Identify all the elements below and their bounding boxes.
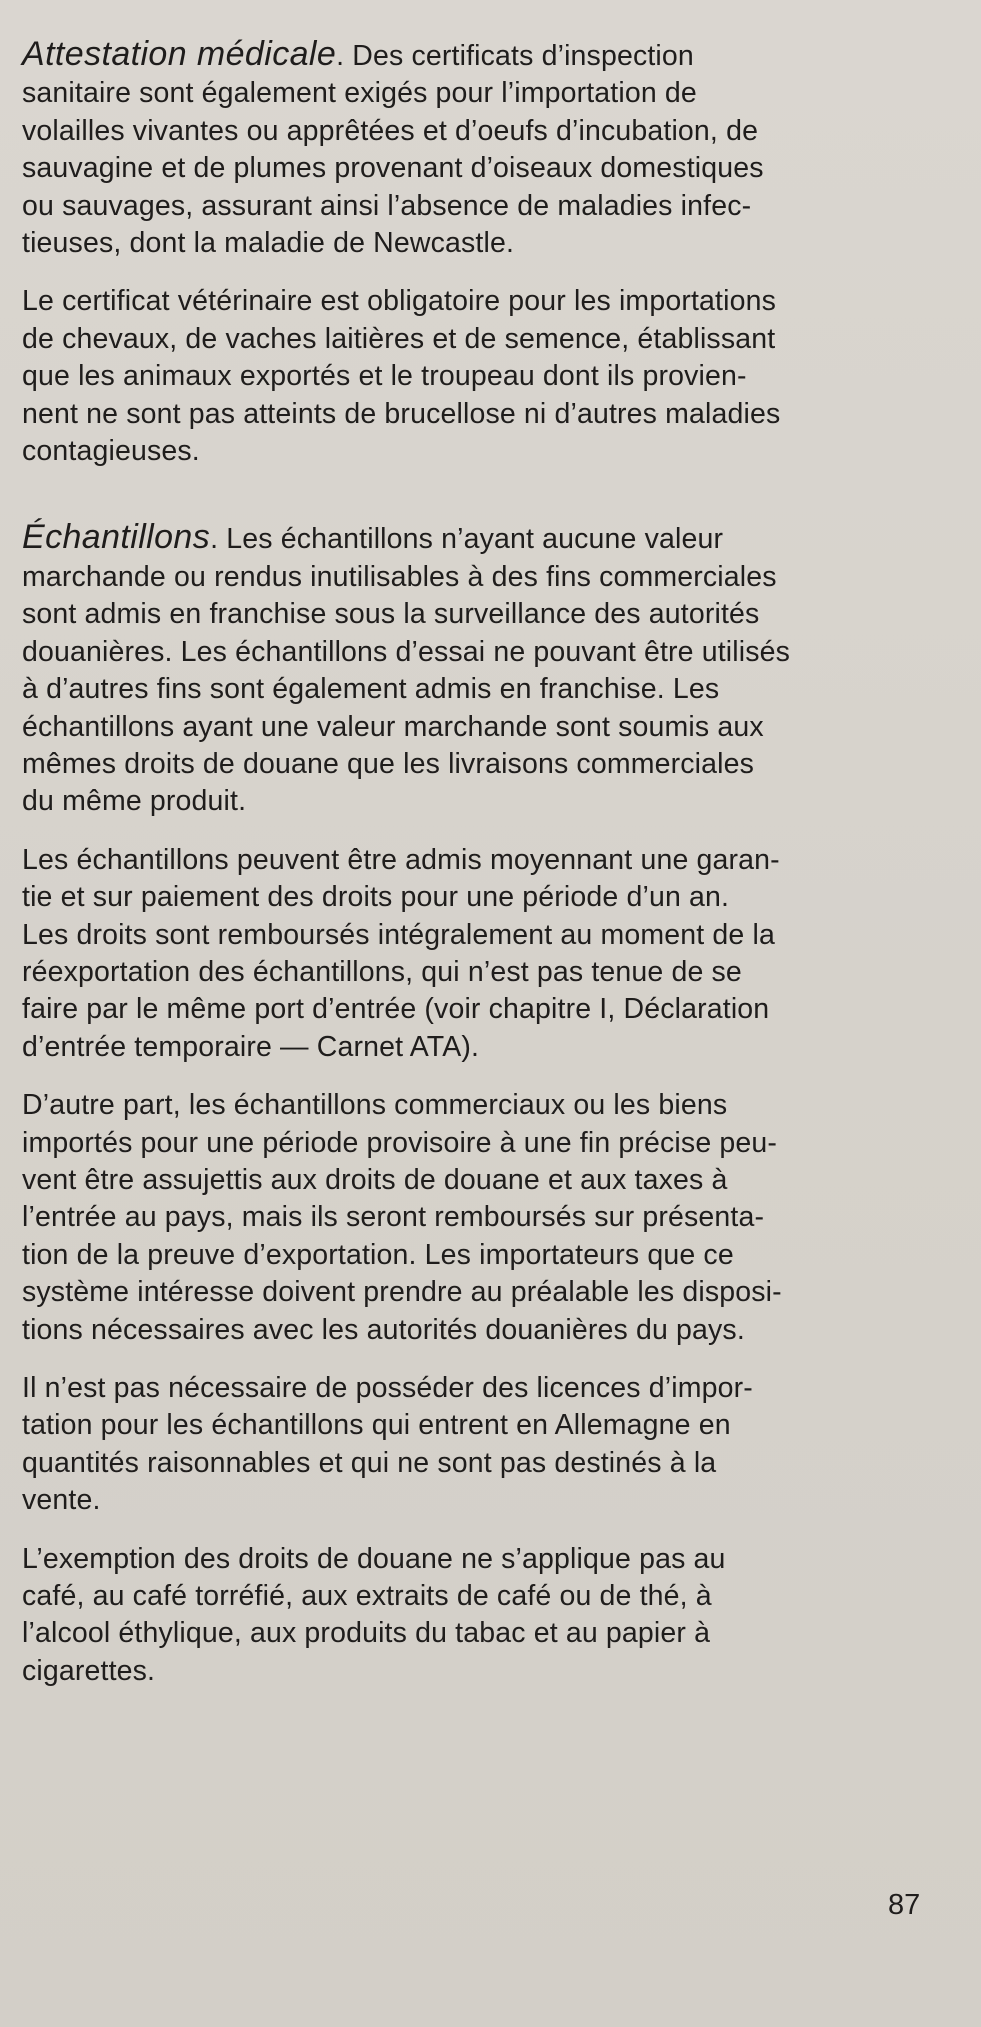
text-line: système intéresse doivent prendre au préalable les disposi-: [22, 1276, 782, 1309]
text-line: quantités raisonnables et qui ne sont pas destinés à la: [22, 1446, 717, 1479]
text-line: que les animaux exportés et le troupeau dont ils provien-: [22, 360, 747, 393]
text-line: tion de la preuve d’exportation. Les importateurs que ce: [22, 1238, 734, 1271]
body-text: [22, 36, 947, 1690]
paragraph-guarantee: [22, 842, 947, 1066]
text-line: tie et sur paiement des droits pour une période d’un an.: [22, 881, 730, 914]
text-line: Les échantillons peuvent être admis moyennant une garan-: [22, 843, 780, 876]
section-heading-medical-certificate: Attestation médicale: [22, 35, 337, 73]
paragraph-veterinary-certificate: [22, 283, 947, 470]
paragraph-spacer: [22, 1349, 947, 1370]
text-line: volailles vivantes ou apprêtées et d’oeufs d’incubation, de: [22, 114, 759, 147]
paragraph-samples: [22, 519, 947, 820]
section-heading-samples: Échantillons: [22, 518, 211, 557]
section-spacer: [22, 470, 947, 519]
paragraph-spacer: [22, 262, 947, 283]
paragraph-spacer: [22, 1520, 947, 1541]
text-line: contagieuses.: [22, 435, 200, 468]
paragraph-spacer: [22, 1066, 947, 1087]
text-line: l’alcool éthylique, aux produits du tabac et au papier à: [22, 1617, 711, 1650]
text-line: Échantillons. Les échantillons n’ayant aucune valeur: [22, 518, 724, 557]
text-line: D’autre part, les échantillons commerciaux ou les biens: [22, 1089, 728, 1122]
text-line: tieuses, dont la maladie de Newcastle.: [22, 227, 515, 260]
text-line: à d’autres fins sont également admis en franchise. Les: [22, 673, 720, 706]
text-line: sont admis en franchise sous la surveillance des autorités: [22, 598, 760, 631]
page-number: 87: [888, 1889, 921, 1921]
text-line: nent ne sont pas atteints de brucellose ni d’autres maladies: [22, 397, 781, 430]
text-line: vente.: [22, 1484, 101, 1517]
text-line: sanitaire sont également exigés pour l’importation de: [22, 77, 697, 110]
paragraph-temporary-imports: [22, 1087, 947, 1349]
text-line: Le certificat vétérinaire est obligatoire pour les importations: [22, 285, 776, 318]
paragraph-spacer: [22, 821, 947, 842]
paragraph-import-licences: [22, 1370, 947, 1520]
paragraph-medical-certificate: [22, 36, 947, 262]
text-line: tions nécessaires avec les autorités douanières du pays.: [22, 1313, 745, 1346]
text-line: mêmes droits de douane que les livraisons commerciales: [22, 747, 755, 780]
text-line: Attestation médicale. Des certificats d’inspection: [22, 35, 694, 73]
text-line: d’entrée temporaire — Carnet ATA).: [22, 1030, 480, 1063]
text-line: sauvagine et de plumes provenant d’oiseaux domestiques: [22, 152, 764, 185]
text-line: faire par le même port d’entrée (voir chapitre I, Déclaration: [22, 993, 770, 1026]
text-line: L’exemption des droits de douane ne s’applique pas au: [22, 1542, 726, 1575]
text-line: douanières. Les échantillons d’essai ne pouvant être utilisés: [22, 635, 791, 668]
text-line: l’entrée au pays, mais ils seront remboursés sur présenta-: [22, 1201, 765, 1234]
text-line: café, au café torréfié, aux extraits de café ou de thé, à: [22, 1580, 712, 1613]
text-line: de chevaux, de vaches laitières et de semence, établissant: [22, 322, 776, 355]
text-line: Les droits sont remboursés intégralement au moment de la: [22, 918, 775, 951]
text-line: cigarettes.: [22, 1654, 156, 1687]
text-line: marchande ou rendus inutilisables à des fins commerciales: [22, 560, 777, 593]
text-line: réexportation des échantillons, qui n’est pas tenue de se: [22, 955, 742, 988]
text-line: ou sauvages, assurant ainsi l’absence de maladies infec-: [22, 189, 752, 222]
text-line: importés pour une période provisoire à une fin précise peu-: [22, 1126, 778, 1159]
text-line: vent être assujettis aux droits de douane et aux taxes à: [22, 1163, 728, 1196]
paragraph-duty-exemption: [22, 1541, 947, 1691]
text-line: du même produit.: [22, 785, 247, 818]
text-line: échantillons ayant une valeur marchande sont soumis aux: [22, 710, 764, 743]
text-line: tation pour les échantillons qui entrent en Allemagne en: [22, 1409, 731, 1442]
text-line: Il n’est pas nécessaire de posséder des licences d’impor-: [22, 1372, 753, 1404]
